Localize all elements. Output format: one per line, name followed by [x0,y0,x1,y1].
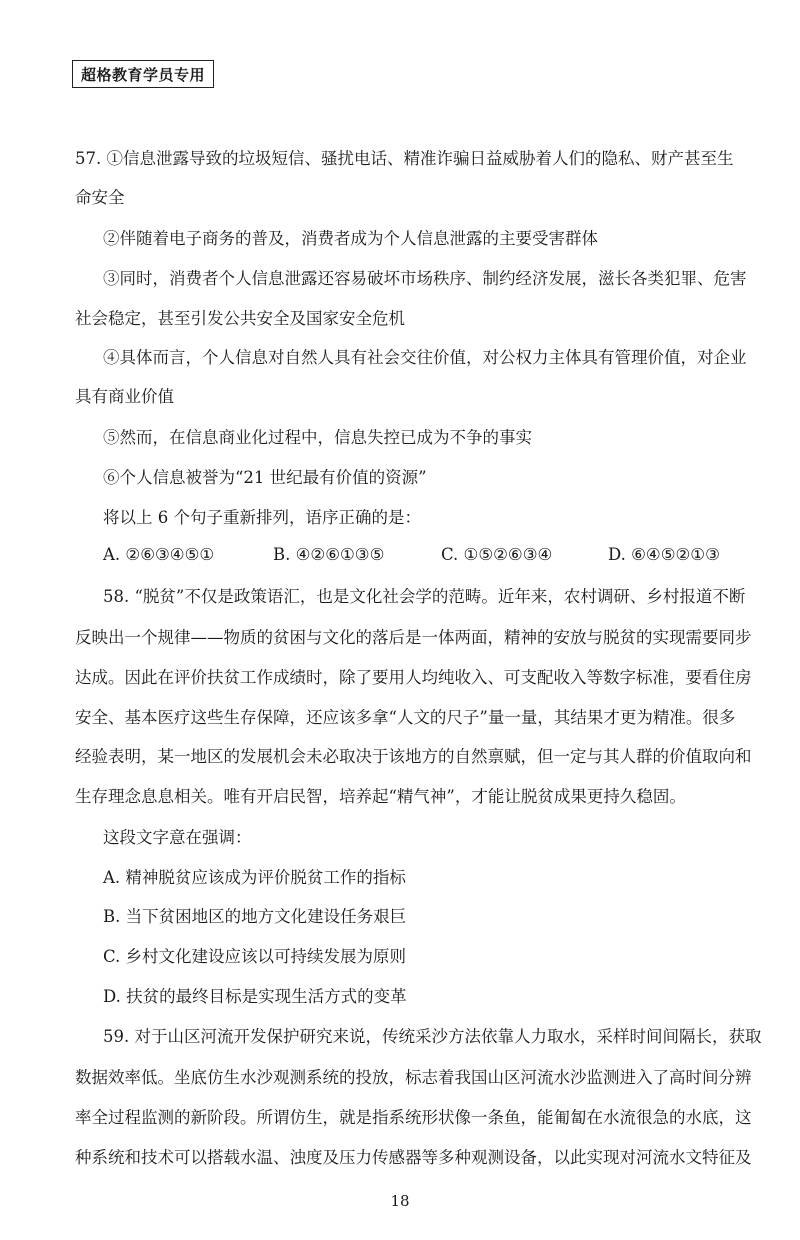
q57-sentence-4-line-2: 具有商业价值 [75,387,174,406]
q57-prompt: 将以上 6 个句子重新排列，语序正确的是： [103,508,421,527]
q58-option-d: D. 扶贫的最终目标是实现生活方式的变革 [103,987,407,1006]
q57-sentence-3-line-2: 社会稳定，甚至引发公共安全及国家安全危机 [75,309,405,328]
q58-option-c: C. 乡村文化建设应该以可持续发展为原则 [103,947,407,966]
q58-passage-line: 达成。因此在评价扶贫工作成绩时，除了要用人均纯收入、可支配收入等数字标准，要看住房 [75,668,752,687]
q58-passage-line: 58. “脱贫”不仅是政策语汇，也是文化社会学的范畴。近年来，农村调研、乡村报道不断 [103,587,746,606]
q57-option-d: D. ⑥④⑤②①③ [608,545,720,564]
page-number: 18 [390,1192,410,1210]
q58-option-a: A. 精神脱贫应该成为评价脱贫工作的指标 [103,868,406,887]
q57-option-c: C. ①⑤②⑥③④ [441,545,553,564]
q57-sentence-1-line-1: 57. ①信息泄露导致的垃圾短信、骚扰电话、精准诈骗日益威胁着人们的隐私、财产甚至生 [75,149,734,168]
q57-sentence-3-line-1: ③同时，消费者个人信息泄露还容易破坏市场秩序、制约经济发展，滋长各类犯罪、危害 [103,269,747,288]
q58-passage-line: 反映出一个规律——物质的贫困与文化的落后是一体两面，精神的安放与脱贫的实现需要同步 [75,628,752,647]
q57-sentence-6: ⑥个人信息被誉为“21 世纪最有价值的资源” [103,468,427,487]
q57-option-a: A. ②⑥③④⑤① [103,545,215,564]
q58-option-b: B. 当下贫困地区的地方文化建设任务艰巨 [103,907,407,926]
q57-options [103,545,729,569]
q59-passage-line: 率全过程监测的新阶段。所谓仿生，就是指系统形状像一条鱼，能匍匐在水流很急的水底，这 [75,1108,752,1127]
q57-sentence-2: ②伴随着电子商务的普及，消费者成为个人信息泄露的主要受害群体 [103,229,598,248]
q57-sentence-1-line-2: 命安全 [75,188,125,207]
q58-prompt: 这段文字意在强调： [103,828,252,847]
q57-option-b: B. ④②⑥①③⑤ [273,545,385,564]
q59-passage-line: 种系统和技术可以搭载水温、浊度及压力传感器等多种观测设备，以此实现对河流水文特征及 [75,1148,752,1167]
q58-passage-line: 安全、基本医疗这些生存保障，还应该多拿“人文的尺子”量一量，其结果才更为精准。很多 [75,708,736,727]
q58-passage-line: 生存理念息息相关。唯有开启民智，培养起“精气神”，才能让脱贫成果更持久稳固。 [75,787,686,806]
q57-sentence-5: ⑤然而，在信息商业化过程中，信息失控已成为不争的事实 [103,428,532,447]
q58-passage-line: 经验表明，某一地区的发展机会未必取决于该地方的自然禀赋，但一定与其人群的价值取向和 [75,747,752,766]
watermark-stamp: 超格教育学员专用 [72,60,214,88]
q59-passage-line: 数据效率低。坐底仿生水沙观测系统的投放，标志着我国山区河流水沙监测进入了高时间分辨 [75,1068,752,1087]
q57-sentence-4-line-1: ④具体而言，个人信息对自然人具有社会交往价值，对公权力主体具有管理价值，对企业 [103,348,747,367]
q59-passage-line: 59. 对于山区河流开发保护研究来说，传统采沙方法依靠人力取水，采样时间间隔长，获取 [103,1027,762,1046]
